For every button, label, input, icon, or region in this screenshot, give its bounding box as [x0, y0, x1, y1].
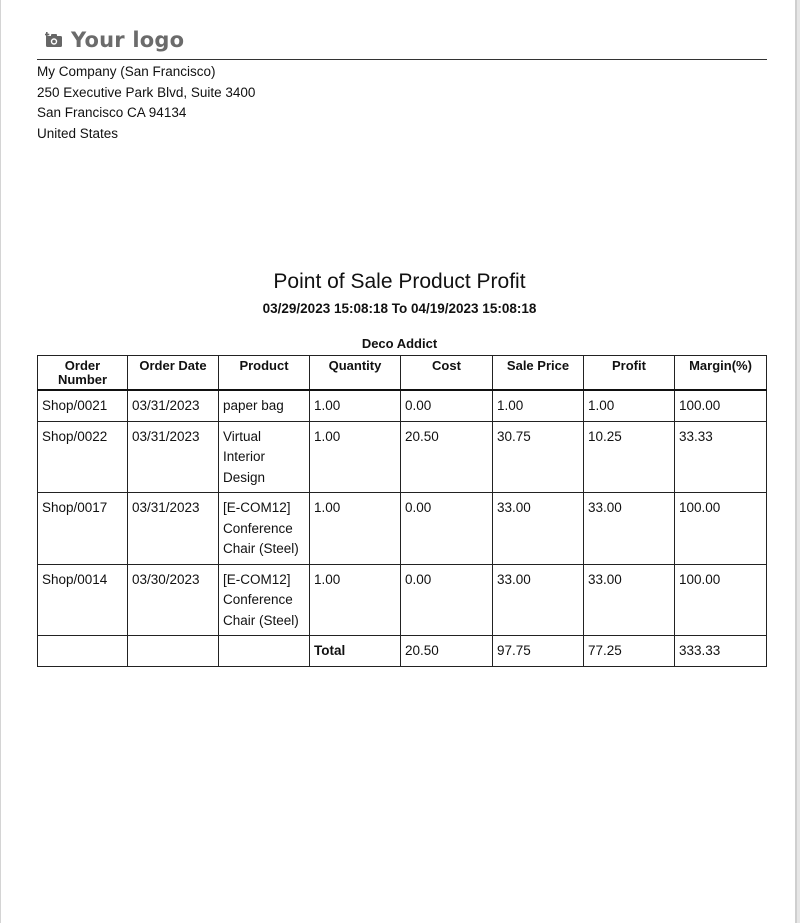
- sale-price-cell: 30.75: [493, 421, 584, 493]
- table-row: [38, 421, 767, 493]
- profit-cell: 10.25: [584, 421, 675, 493]
- table-row: [38, 390, 767, 421]
- address-line: United States: [37, 125, 119, 141]
- column-header-cost: Cost: [401, 356, 493, 391]
- empty-cell: [128, 636, 219, 667]
- total-row: [38, 636, 767, 667]
- table-row: [38, 564, 767, 636]
- column-header-quantity: Quantity: [310, 356, 401, 391]
- product-cell: Virtual Interior Design: [219, 421, 310, 493]
- order-date-cell: 03/31/2023: [128, 390, 219, 421]
- order-date-cell: 03/31/2023: [128, 421, 219, 493]
- column-header-profit: Profit: [584, 356, 675, 391]
- profit-cell: 33.00: [584, 493, 675, 565]
- table-header-row: [38, 356, 767, 391]
- camera-icon: [45, 32, 63, 48]
- address-line: 250 Executive Park Blvd, Suite 3400: [37, 84, 256, 100]
- empty-cell: [219, 636, 310, 667]
- margin-cell: 100.00: [675, 564, 767, 636]
- cost-cell: 20.50: [401, 421, 493, 493]
- customer-name: Deco Addict: [361, 336, 438, 351]
- total-profit-cell: 77.25: [584, 636, 675, 667]
- order-number-cell: Shop/0014: [38, 564, 128, 636]
- product-cell: paper bag: [219, 390, 310, 421]
- profit-cell: 33.00: [584, 564, 675, 636]
- column-header-product: Product: [219, 356, 310, 391]
- company-address: [37, 62, 255, 144]
- total-sale-price-cell: 97.75: [493, 636, 584, 667]
- total-margin-cell: 333.33: [675, 636, 767, 667]
- quantity-cell: 1.00: [310, 390, 401, 421]
- quantity-cell: 1.00: [310, 493, 401, 565]
- quantity-cell: 1.00: [310, 421, 401, 493]
- address-line: My Company (San Francisco): [37, 64, 216, 79]
- order-date-cell: 03/31/2023: [128, 493, 219, 565]
- cost-cell: 0.00: [401, 564, 493, 636]
- sale-price-cell: 33.00: [493, 564, 584, 636]
- quantity-cell: 1.00: [310, 564, 401, 636]
- margin-cell: 100.00: [675, 493, 767, 565]
- margin-cell: 100.00: [675, 390, 767, 421]
- sale-price-cell: 33.00: [493, 493, 584, 565]
- margin-cell: 33.33: [675, 421, 767, 493]
- report-date-range: 03/29/2023 15:08:18 To 04/19/2023 15:08:18: [262, 301, 537, 316]
- address-line: San Francisco CA 94134: [37, 105, 187, 120]
- company-logo: [45, 27, 184, 53]
- product-cell: [E-COM12] Conference Chair (Steel): [219, 564, 310, 636]
- column-header-order-date: Order Date: [128, 356, 219, 391]
- product-cell: [E-COM12] Conference Chair (Steel): [219, 493, 310, 565]
- profit-table: [37, 355, 767, 667]
- column-header-margin: Margin(%): [675, 356, 767, 391]
- profit-cell: 1.00: [584, 390, 675, 421]
- logo-text: Your logo: [71, 28, 185, 52]
- cost-cell: 0.00: [401, 390, 493, 421]
- total-label: Total: [310, 636, 401, 667]
- order-number-cell: Shop/0022: [38, 421, 128, 493]
- sale-price-cell: 1.00: [493, 390, 584, 421]
- empty-cell: [38, 636, 128, 667]
- cost-cell: 0.00: [401, 493, 493, 565]
- table-row: [38, 493, 767, 565]
- order-date-cell: 03/30/2023: [128, 564, 219, 636]
- report-title: Point of Sale Product Profit: [273, 270, 526, 293]
- order-number-cell: Shop/0021: [38, 390, 128, 421]
- column-header-order-number: Order Number: [38, 356, 128, 391]
- header-divider: [37, 59, 767, 60]
- column-header-sale-price: Sale Price: [493, 356, 584, 391]
- total-cost-cell: 20.50: [401, 636, 493, 667]
- order-number-cell: Shop/0017: [38, 493, 128, 565]
